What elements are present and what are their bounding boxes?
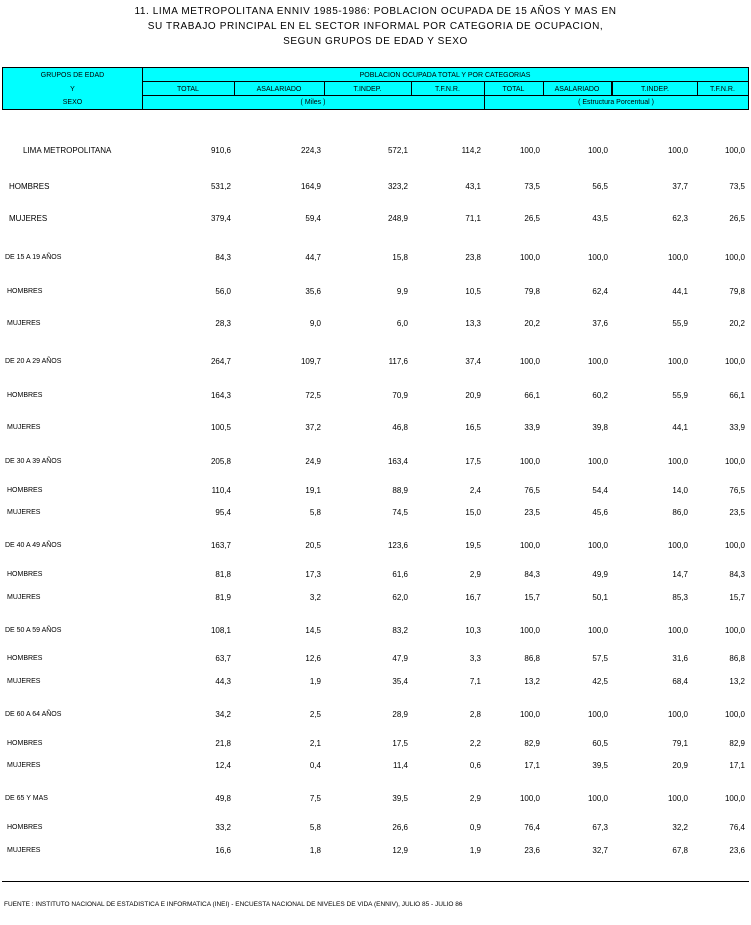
table-cell: 7,1 bbox=[469, 677, 481, 686]
table-cell: 17,5 bbox=[465, 457, 481, 466]
table-cell: 79,8 bbox=[729, 287, 745, 296]
table-cell: 17,1 bbox=[524, 761, 540, 770]
table-cell: 70,9 bbox=[392, 391, 408, 400]
unit-miles: ( Miles ) bbox=[300, 99, 326, 106]
table-cell: 63,7 bbox=[215, 654, 231, 663]
table-cell: 100,0 bbox=[587, 626, 608, 635]
table-cell: 14,0 bbox=[672, 486, 688, 495]
table-cell: 49,9 bbox=[592, 570, 608, 579]
table-cell: 100,0 bbox=[724, 794, 745, 803]
row-label: HOMBRES bbox=[7, 487, 43, 494]
table-cell: 205,8 bbox=[210, 457, 231, 466]
table-cell: 44,1 bbox=[672, 287, 688, 296]
table-cell: 7,5 bbox=[309, 794, 321, 803]
table-cell: 55,9 bbox=[672, 319, 688, 328]
row-label: DE 60 A 64 AÑOS bbox=[5, 711, 62, 718]
table-cell: 66,1 bbox=[524, 391, 540, 400]
table-cell: 28,3 bbox=[215, 319, 231, 328]
row-label: MUJERES bbox=[7, 320, 41, 327]
table-cell: 2,5 bbox=[309, 710, 321, 719]
row-label: HOMBRES bbox=[7, 288, 43, 295]
table-row bbox=[0, 653, 751, 665]
row-label: HOMBRES bbox=[7, 740, 43, 747]
table-cell: 47,9 bbox=[392, 654, 408, 663]
table-cell: 2,9 bbox=[469, 570, 481, 579]
table-cell: 37,4 bbox=[465, 357, 481, 366]
table-cell: 531,2 bbox=[210, 182, 231, 191]
table-cell: 23,5 bbox=[729, 508, 745, 517]
table-cell: 35,4 bbox=[392, 677, 408, 686]
table-cell: 9,0 bbox=[309, 319, 321, 328]
table-cell: 0,9 bbox=[469, 823, 481, 832]
table-cell: 100,0 bbox=[519, 357, 540, 366]
table-cell: 100,0 bbox=[724, 253, 745, 262]
table-cell: 379,4 bbox=[210, 214, 231, 223]
unit-percent: ( Estructura Porcentual ) bbox=[578, 99, 654, 106]
table-cell: 17,5 bbox=[392, 739, 408, 748]
table-cell: 224,3 bbox=[300, 146, 321, 155]
table-cell: 49,8 bbox=[215, 794, 231, 803]
table-cell: 100,0 bbox=[519, 794, 540, 803]
table-cell: 37,7 bbox=[672, 182, 688, 191]
table-cell: 26,5 bbox=[524, 214, 540, 223]
table-cell: 13,3 bbox=[465, 319, 481, 328]
col-header-tfnr-pct: T.F.N.R. bbox=[710, 86, 735, 93]
row-label: LIMA METROPOLITANA bbox=[23, 146, 112, 155]
table-cell: 43,1 bbox=[465, 182, 481, 191]
table-cell: 100,0 bbox=[667, 357, 688, 366]
table-cell: 43,5 bbox=[592, 214, 608, 223]
row-label: DE 65 Y MAS bbox=[5, 795, 48, 802]
table-cell: 85,3 bbox=[672, 593, 688, 602]
table-cell: 20,9 bbox=[672, 761, 688, 770]
table-row bbox=[0, 569, 751, 581]
col-header-tfnr-miles: T.F.N.R. bbox=[435, 86, 460, 93]
table-cell: 0,4 bbox=[309, 761, 321, 770]
table-row bbox=[0, 318, 751, 330]
table-cell: 81,9 bbox=[215, 593, 231, 602]
table-cell: 100,0 bbox=[587, 541, 608, 550]
row-label: HOMBRES bbox=[7, 824, 43, 831]
row-label: MUJERES bbox=[7, 594, 41, 601]
row-label: DE 30 A 39 AÑOS bbox=[5, 458, 62, 465]
table-cell: 572,1 bbox=[387, 146, 408, 155]
table-cell: 67,8 bbox=[672, 846, 688, 855]
table-cell: 14,5 bbox=[305, 626, 321, 635]
table-cell: 81,8 bbox=[215, 570, 231, 579]
table-cell: 20,9 bbox=[465, 391, 481, 400]
title-line-2: SU TRABAJO PRINCIPAL EN EL SECTOR INFORMAL POR CATEGORIA DE OCUPACION, bbox=[147, 21, 604, 32]
table-cell: 5,8 bbox=[309, 823, 321, 832]
table-row bbox=[0, 738, 751, 750]
row-label: HOMBRES bbox=[7, 571, 43, 578]
table-cell: 100,0 bbox=[519, 253, 540, 262]
table-cell: 100,5 bbox=[210, 423, 231, 432]
table-cell: 24,9 bbox=[305, 457, 321, 466]
table-cell: 100,0 bbox=[667, 146, 688, 155]
table-cell: 164,3 bbox=[210, 391, 231, 400]
table-cell: 100,0 bbox=[667, 253, 688, 262]
table-cell: 2,8 bbox=[469, 710, 481, 719]
table-cell: 108,1 bbox=[210, 626, 231, 635]
row-label: DE 20 A 29 AÑOS bbox=[5, 358, 62, 365]
table-cell: 19,5 bbox=[465, 541, 481, 550]
table-cell: 3,2 bbox=[309, 593, 321, 602]
table-cell: 26,6 bbox=[392, 823, 408, 832]
table-cell: 1,8 bbox=[309, 846, 321, 855]
table-cell: 6,0 bbox=[396, 319, 408, 328]
table-row bbox=[0, 845, 751, 857]
table-cell: 100,0 bbox=[587, 357, 608, 366]
table-cell: 33,9 bbox=[729, 423, 745, 432]
table-cell: 23,6 bbox=[524, 846, 540, 855]
table-cell: 62,3 bbox=[672, 214, 688, 223]
table-cell: 56,5 bbox=[592, 182, 608, 191]
table-cell: 23,6 bbox=[729, 846, 745, 855]
table-cell: 61,6 bbox=[392, 570, 408, 579]
table-cell: 72,5 bbox=[305, 391, 321, 400]
table-cell: 12,9 bbox=[392, 846, 408, 855]
table-cell: 74,5 bbox=[392, 508, 408, 517]
table-cell: 0,6 bbox=[469, 761, 481, 770]
table-cell: 42,5 bbox=[592, 677, 608, 686]
table-cell: 248,9 bbox=[387, 214, 408, 223]
table-cell: 100,0 bbox=[587, 253, 608, 262]
table-cell: 33,2 bbox=[215, 823, 231, 832]
table-row bbox=[0, 760, 751, 772]
table-cell: 15,7 bbox=[729, 593, 745, 602]
table-cell: 35,6 bbox=[305, 287, 321, 296]
row-label: DE 15 A 19 AÑOS bbox=[5, 254, 62, 261]
table-cell: 12,6 bbox=[305, 654, 321, 663]
table-cell: 84,3 bbox=[524, 570, 540, 579]
table-cell: 67,3 bbox=[592, 823, 608, 832]
table-cell: 164,9 bbox=[300, 182, 321, 191]
table-row bbox=[0, 485, 751, 497]
table-row bbox=[0, 507, 751, 519]
table-cell: 100,0 bbox=[724, 626, 745, 635]
table-cell: 100,0 bbox=[667, 626, 688, 635]
table-cell: 23,8 bbox=[465, 253, 481, 262]
table-cell: 28,9 bbox=[392, 710, 408, 719]
table-cell: 1,9 bbox=[309, 677, 321, 686]
table-cell: 86,8 bbox=[729, 654, 745, 663]
table-cell: 32,7 bbox=[592, 846, 608, 855]
table-cell: 10,5 bbox=[465, 287, 481, 296]
table-cell: 910,6 bbox=[210, 146, 231, 155]
table-cell: 88,9 bbox=[392, 486, 408, 495]
table-cell: 50,1 bbox=[592, 593, 608, 602]
table-cell: 60,2 bbox=[592, 391, 608, 400]
table-row bbox=[0, 252, 751, 264]
table-cell: 44,7 bbox=[305, 253, 321, 262]
row-label: MUJERES bbox=[9, 214, 48, 223]
group-header-line-1: GRUPOS DE EDAD bbox=[40, 72, 105, 79]
table-cell: 1,9 bbox=[469, 846, 481, 855]
table-cell: 83,2 bbox=[392, 626, 408, 635]
row-label: DE 50 A 59 AÑOS bbox=[5, 627, 62, 634]
table-cell: 110,4 bbox=[211, 486, 231, 495]
row-label: HOMBRES bbox=[9, 182, 50, 191]
row-label: MUJERES bbox=[7, 509, 41, 516]
table-cell: 37,6 bbox=[592, 319, 608, 328]
table-cell: 12,4 bbox=[215, 761, 231, 770]
table-cell: 46,8 bbox=[392, 423, 408, 432]
table-cell: 60,5 bbox=[592, 739, 608, 748]
table-cell: 31,6 bbox=[672, 654, 688, 663]
table-cell: 114,2 bbox=[461, 146, 481, 155]
table-cell: 16,6 bbox=[215, 846, 231, 855]
table-row bbox=[0, 181, 751, 193]
col-header-total-miles: TOTAL bbox=[177, 86, 199, 93]
header-divider-mid bbox=[142, 95, 748, 96]
table-cell: 17,1 bbox=[729, 761, 745, 770]
table-cell: 39,8 bbox=[592, 423, 608, 432]
group-header-line-2: Y bbox=[70, 86, 75, 93]
row-label: DE 40 A 49 AÑOS bbox=[5, 542, 62, 549]
table-cell: 26,5 bbox=[729, 214, 745, 223]
footer-divider bbox=[2, 881, 749, 882]
table-cell: 100,0 bbox=[519, 146, 540, 155]
table-row bbox=[0, 793, 751, 805]
row-label: MUJERES bbox=[7, 424, 41, 431]
table-cell: 16,5 bbox=[465, 423, 481, 432]
table-cell: 100,0 bbox=[667, 541, 688, 550]
table-row bbox=[0, 625, 751, 637]
table-row bbox=[0, 390, 751, 402]
table-cell: 44,3 bbox=[215, 677, 231, 686]
table-row bbox=[0, 145, 751, 157]
col-header-tindep-pct: T.INDEP. bbox=[641, 86, 669, 93]
table-cell: 100,0 bbox=[519, 457, 540, 466]
table-cell: 54,4 bbox=[592, 486, 608, 495]
table-cell: 33,9 bbox=[524, 423, 540, 432]
header-divider-top bbox=[142, 81, 748, 82]
table-row bbox=[0, 592, 751, 604]
table-cell: 100,0 bbox=[587, 710, 608, 719]
table-row bbox=[0, 822, 751, 834]
table-cell: 76,4 bbox=[729, 823, 745, 832]
table-cell: 59,4 bbox=[305, 214, 321, 223]
table-header bbox=[2, 67, 749, 110]
table-cell: 62,4 bbox=[592, 287, 608, 296]
table-cell: 62,0 bbox=[392, 593, 408, 602]
table-cell: 163,4 bbox=[387, 457, 408, 466]
table-cell: 100,0 bbox=[667, 794, 688, 803]
table-cell: 66,1 bbox=[729, 391, 745, 400]
table-cell: 3,3 bbox=[469, 654, 481, 663]
table-cell: 10,3 bbox=[465, 626, 481, 635]
title-line-1: 11. LIMA METROPOLITANA ENNIV 1985-1986: POBLACION OCUPADA DE 15 AÑOS Y MAS EN bbox=[134, 6, 617, 17]
table-cell: 55,9 bbox=[672, 391, 688, 400]
source-note: FUENTE : INSTITUTO NACIONAL DE ESTADISTICA E INFORMATICA (INEI) - ENCUESTA NACIONAL DE NIVELES DE VIDA (ENNIV), JULIO 85 - JULIO 86 bbox=[4, 901, 463, 908]
table-cell: 95,4 bbox=[215, 508, 231, 517]
table-cell: 11,4 bbox=[393, 761, 408, 770]
table-cell: 73,5 bbox=[729, 182, 745, 191]
table-cell: 13,2 bbox=[729, 677, 745, 686]
table-cell: 19,1 bbox=[305, 486, 321, 495]
table-cell: 82,9 bbox=[729, 739, 745, 748]
table-cell: 100,0 bbox=[724, 710, 745, 719]
title-line-3: SEGUN GRUPOS DE EDAD Y SEXO bbox=[283, 36, 468, 47]
col-header-total-pct: TOTAL bbox=[502, 86, 525, 93]
table-cell: 2,1 bbox=[309, 739, 321, 748]
table-cell: 21,8 bbox=[215, 739, 231, 748]
table-cell: 15,8 bbox=[392, 253, 408, 262]
table-row bbox=[0, 709, 751, 721]
table-cell: 9,9 bbox=[396, 287, 408, 296]
table-cell: 109,7 bbox=[300, 357, 321, 366]
table-cell: 5,8 bbox=[309, 508, 321, 517]
table-cell: 76,4 bbox=[524, 823, 540, 832]
table-cell: 100,0 bbox=[587, 457, 608, 466]
table-cell: 100,0 bbox=[667, 457, 688, 466]
table-cell: 264,7 bbox=[210, 357, 231, 366]
table-cell: 73,5 bbox=[524, 182, 540, 191]
table-cell: 84,3 bbox=[215, 253, 231, 262]
table-cell: 76,5 bbox=[524, 486, 540, 495]
table-row bbox=[0, 213, 751, 225]
table-cell: 84,3 bbox=[729, 570, 745, 579]
table-row bbox=[0, 676, 751, 688]
table-cell: 100,0 bbox=[724, 357, 745, 366]
table-cell: 2,9 bbox=[469, 794, 481, 803]
table-row bbox=[0, 286, 751, 298]
table-cell: 79,1 bbox=[672, 739, 688, 748]
table-cell: 100,0 bbox=[587, 794, 608, 803]
table-cell: 20,2 bbox=[524, 319, 540, 328]
table-cell: 100,0 bbox=[587, 146, 608, 155]
table-cell: 86,0 bbox=[672, 508, 688, 517]
table-cell: 14,7 bbox=[672, 570, 688, 579]
table-cell: 39,5 bbox=[392, 794, 408, 803]
row-label: MUJERES bbox=[7, 678, 41, 685]
table-cell: 71,1 bbox=[465, 214, 481, 223]
table-cell: 15,0 bbox=[465, 508, 481, 517]
table-cell: 32,2 bbox=[672, 823, 688, 832]
col-header-tindep-miles: T.INDEP. bbox=[353, 86, 382, 93]
table-cell: 13,2 bbox=[524, 677, 540, 686]
table-cell: 56,0 bbox=[215, 287, 231, 296]
table-cell: 100,0 bbox=[724, 457, 745, 466]
table-cell: 100,0 bbox=[519, 541, 540, 550]
table-cell: 20,5 bbox=[305, 541, 321, 550]
row-label: MUJERES bbox=[7, 762, 41, 769]
table-cell: 79,8 bbox=[524, 287, 540, 296]
row-label: MUJERES bbox=[7, 847, 41, 854]
table-cell: 117,6 bbox=[388, 357, 408, 366]
table-cell: 100,0 bbox=[724, 146, 745, 155]
table-cell: 23,5 bbox=[524, 508, 540, 517]
group-header-line-3: SEXO bbox=[62, 99, 83, 106]
table-cell: 2,4 bbox=[469, 486, 481, 495]
table-cell: 20,2 bbox=[729, 319, 745, 328]
row-label: HOMBRES bbox=[7, 655, 43, 662]
table-cell: 86,8 bbox=[524, 654, 540, 663]
table-cell: 76,5 bbox=[729, 486, 745, 495]
table-row bbox=[0, 356, 751, 368]
table-row bbox=[0, 456, 751, 468]
table-cell: 45,6 bbox=[592, 508, 608, 517]
header-top-label: POBLACION OCUPADA TOTAL Y POR CATEGORIAS bbox=[359, 72, 531, 79]
table-cell: 323,2 bbox=[387, 182, 408, 191]
table-cell: 57,5 bbox=[592, 654, 608, 663]
table-cell: 100,0 bbox=[667, 710, 688, 719]
table-cell: 123,6 bbox=[387, 541, 408, 550]
row-label: HOMBRES bbox=[7, 392, 43, 399]
table-cell: 82,9 bbox=[524, 739, 540, 748]
table-cell: 44,1 bbox=[672, 423, 688, 432]
table-cell: 17,3 bbox=[305, 570, 321, 579]
table-cell: 2,2 bbox=[469, 739, 481, 748]
col-header-asalariado-miles: ASALARIADO bbox=[256, 86, 302, 93]
table-row bbox=[0, 540, 751, 552]
table-row bbox=[0, 422, 751, 434]
table-cell: 100,0 bbox=[724, 541, 745, 550]
table-cell: 163,7 bbox=[210, 541, 231, 550]
table-cell: 34,2 bbox=[215, 710, 231, 719]
table-cell: 37,2 bbox=[305, 423, 321, 432]
col-header-asalariado-pct: ASALARIADO bbox=[554, 86, 600, 93]
table-cell: 100,0 bbox=[519, 710, 540, 719]
table-cell: 100,0 bbox=[519, 626, 540, 635]
table-cell: 39,5 bbox=[592, 761, 608, 770]
table-cell: 16,7 bbox=[465, 593, 481, 602]
table-cell: 15,7 bbox=[524, 593, 540, 602]
table-cell: 68,4 bbox=[672, 677, 688, 686]
